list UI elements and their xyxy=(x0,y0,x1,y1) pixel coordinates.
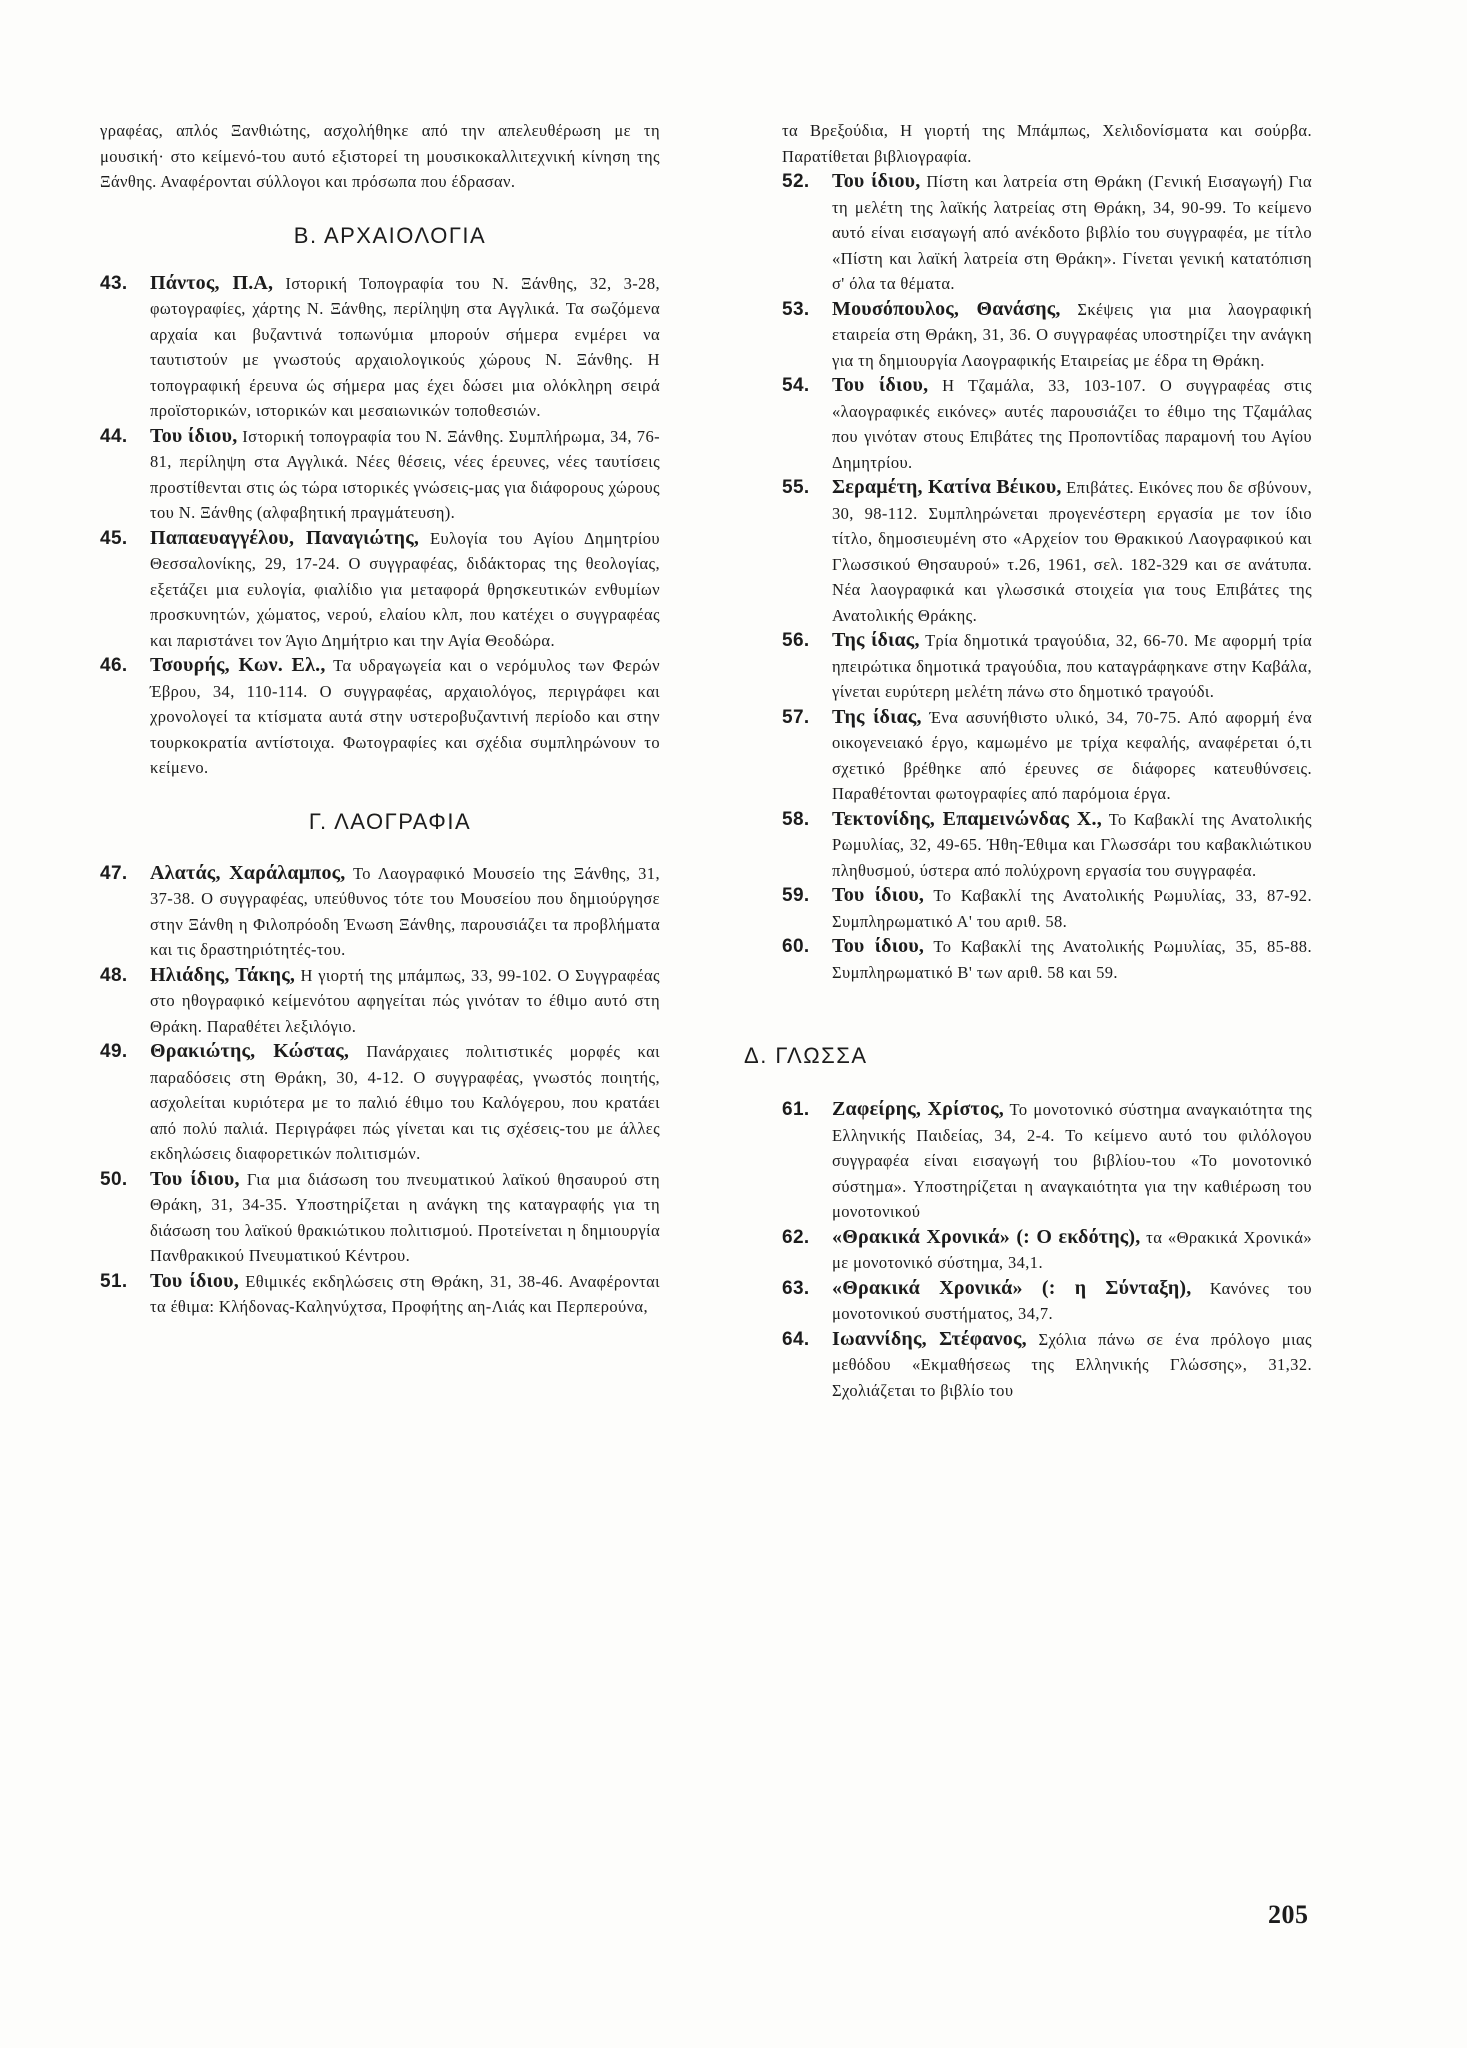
entry-text: Η Τζαμάλα, 33, 103-107. Ο συγγραφέας στις «λαογραφικές εικόνες» αυτές παρουσιάζει το έθιμο της Τζαμάλας που γινόταν στους Επιβάτες της Προποντίδας παραμονή του Αγίου Δημητρίου. xyxy=(832,376,1312,472)
entry xyxy=(100,271,660,424)
entry-text: Πανάρχαιες πολιτιστικές μορφές και παραδόσεις στη Θράκη, 30, 4-12. Ο συγγραφέας, γνωστός ποιητής, ασχολείται κυριότερα με το παλιό έθιμο του Καλόγερου, που κρατάει από πολύ παλιά. Περιγράφει πώς γίνεται και τις σχέσεις-του με άλλες εκδηλώσεις διαφορετικών πολιτισμών. xyxy=(150,1042,660,1163)
entry xyxy=(782,705,1312,807)
entry xyxy=(782,169,1312,297)
entry-number: 62. xyxy=(782,1226,810,1248)
entry-author: Θρακιώτης, Κώστας, xyxy=(150,1040,350,1062)
section-heading-archaeology: Β. ΑΡΧΑΙΟΛΟΓΙΑ xyxy=(293,222,487,248)
entry-author: Του ίδιου, xyxy=(832,935,925,957)
entry-number: 63. xyxy=(782,1277,810,1299)
entry xyxy=(782,373,1312,475)
entry xyxy=(782,297,1312,374)
entry-number: 44. xyxy=(100,425,128,447)
entry-number: 59. xyxy=(782,885,810,906)
entry-number: 58. xyxy=(782,808,810,830)
entry-author: Της ίδιας, xyxy=(832,629,920,651)
entry xyxy=(782,1097,1312,1225)
entry-text: Σκέψεις για μια λαογραφική εταιρεία στη Θράκη, 31, 36. Ο συγγραφέας υποστηρίζει την ανάγκη για τη δημιουργία Λαογραφικής Εταιρείας με έδρα τη Θράκη. xyxy=(832,299,1312,370)
entry-number: 64. xyxy=(782,1328,810,1350)
entry-author: Του ίδιου, xyxy=(832,884,925,906)
entry-text: Κανόνες του μονοτονικού συστήματος, 34,7. xyxy=(832,1278,1312,1323)
entry-number: 56. xyxy=(782,630,810,651)
entry-text: Ιστορική Τοπογραφία του Ν. Ξάνθης, 32, 3-28, φωτογραφίες, χάρτης Ν. Ξάνθης, περίληψη στα Αγγλικά. Τα σωζόμενα αρχαία και βυζαντινά τοπωνύμια μπορούν σήμερα ενμέρει να ταυτιστούν με γνωστούς αρχαιολογικούς χώρους Ν. Ξάνθης. Η τοπογραφική έρευνα ώς σήμερα μας έχει δώσει μια ολόκληρη σειρά προϊστορικών, ιστορικών και μεσαιωνικών τοποθεσιών. xyxy=(150,273,660,420)
entry xyxy=(100,526,660,654)
entry-author: Πάντος, Π.Α, xyxy=(150,271,274,294)
left-column xyxy=(100,118,660,1320)
entry-number: 46. xyxy=(100,655,128,676)
entry-author: Του ίδιου, xyxy=(150,1167,240,1190)
entry-number: 54. xyxy=(782,375,810,396)
entry-text: Ιστορική τοπογραφία του Ν. Ξάνθης. Συμπλήρωμα, 34, 76-81, περίληψη στα Αγγλικά. Νέες θέσεις, νέες έρευνες, νέες ταυτίσεις προστίθενται στις ώς τώρα ιστορικές γνώσεις-μας για διάφορους χώρους του Ν. Ξάνθης (αλφαβητική πραγμάτευση). xyxy=(150,426,660,522)
entry-text: Το Καβακλί της Ανατολικής Ρωμυλίας, 33, 87-92. Συμπληρωματικό Α' του αριθ. 58. xyxy=(832,886,1312,931)
section-heading-folklore: Γ. ΛΑΟΓΡΑΦΙΑ xyxy=(308,808,472,834)
entry-text: Πίστη και λατρεία στη Θράκη (Γενική Εισαγωγή) Για τη μελέτη της λαϊκής λατρείας στη Θράκη, 34, 90-99. Το κείμενο αυτό είναι εισαγωγή από ανέκδοτο βιβλίο του συγγραφέα, με τίτλο «Πίστη και λαϊκή λατρεία στη Θράκη». Γίνεται γενική κατατόπιση σ' όλα τα θέματα. xyxy=(832,172,1312,293)
right-column xyxy=(744,118,1313,1403)
entry-number: 43. xyxy=(100,272,128,294)
continuation-paragraph: τα Βρεξούδια, Η γιορτή της Μπάμπως, Χελιδονίσματα και σούρβα. Παρατίθεται βιβλιογραφία. xyxy=(782,121,1312,166)
entry-list xyxy=(100,861,660,1320)
entry-author: Ιωαννίδης, Στέφανος, xyxy=(832,1327,1027,1350)
entry xyxy=(782,883,1312,934)
section-heading-language: Δ. ΓΛΩΣΣΑ xyxy=(744,1043,868,1068)
entry-list xyxy=(782,1097,1312,1403)
entry-text: Το μονοτονικό σύστημα αναγκαιότητα της Ελληνικής Παιδείας, 34, 2-4. Το κείμενο αυτό του φιλόλογου συγγραφέα είναι εισαγωγή του βιβλίου-του «Το μονοτονικό σύστημα». Υποστηρίζεται η αναγκαιότητα για την καθιέρωση του μονοτονικού xyxy=(832,1100,1312,1221)
entry-number: 49. xyxy=(100,1041,128,1062)
entry-number: 57. xyxy=(782,706,810,728)
entry xyxy=(782,934,1312,985)
entry-number: 53. xyxy=(782,298,810,320)
entry-author: Ζαφείρης, Χρίστος, xyxy=(832,1098,1005,1120)
entry-author: Του ίδιου, xyxy=(832,170,921,192)
entry-text: Η γιορτή της μπάμπως, 33, 99-102. Ο Συγγραφέας στο ηθογραφικό κείμενότου αφηγείται πώς γινόταν το έθιμο αυτό στη Θράκη. Παραθέτει λεξιλόγιο. xyxy=(150,965,660,1036)
entry-text: τα «Θρακικά Χρονικά» με μονοτονικό σύστημα, 34,1. xyxy=(832,1227,1313,1272)
entry-list xyxy=(782,169,1312,985)
entry-author: Μουσόπουλος, Θανάσης, xyxy=(832,297,1061,320)
entry-text: Το Καβακλί της Ανατολικής Ρωμυλίας, 35, 85-88. Συμπληρωματικό Β' των αριθ. 58 και 59. xyxy=(832,937,1312,982)
entry xyxy=(100,1039,660,1167)
entry-text: Ευλογία του Αγίου Δημητρίου Θεσσαλονίκης, 29, 17-24. Ο συγγραφέας, διδάκτορας της θεολογίας, εξετάζει μια ευλογία, φιαλίδιο για μεταφορά θρησκευτικών ενθυμίων προσκυνητών, χώματος, νερού, ελαίου κλπ, που κατέχει ο συγγραφέας και παριστάνει τον Άγιο Δημήτριο και την Αγία Θεοδώρα. xyxy=(150,528,660,650)
entry xyxy=(100,1167,660,1269)
entry-author: Του ίδιου, xyxy=(832,374,929,396)
entry-author: Τσουρής, Κων. Ελ., xyxy=(150,654,326,676)
entry-list xyxy=(100,271,660,781)
entry xyxy=(100,963,660,1040)
entry-author: «Θρακικά Χρονικά» (: η Σύνταξη), xyxy=(832,1276,1192,1299)
entry xyxy=(100,424,660,526)
entry-number: 47. xyxy=(100,862,128,884)
entry-number: 52. xyxy=(782,171,810,192)
entry xyxy=(782,628,1312,705)
entry-author: «Θρακικά Χρονικά» (: Ο εκδότης), xyxy=(832,1225,1141,1248)
entry-text: Τα υδραγωγεία και ο νερόμυλος των Φερών Έβρου, 34, 110-114. Ο συγγραφέας, αρχαιολόγος, περιγράφει και χρονολογεί τα κτίσματα αυτά στην υστεροβυζαντινή περίοδο και στην τουρκοκρατία αντίστοιχα. Φωτογραφίες και σχέδια συμπληρώνουν το κείμενο. xyxy=(150,656,660,777)
entry xyxy=(782,1276,1312,1327)
entry-text: Εθιμικές εκδηλώσεις στη Θράκη, 31, 38-46. Αναφέρονται τα έθιμα: Κλήδονας-Καληνύχτσα, Προφήτης αη-Λιάς και Περπερούνα, xyxy=(150,1271,660,1316)
entry-author: Τεκτονίδης, Επαμεινώνδας Χ., xyxy=(832,807,1102,830)
entry-author: Του ίδιου, xyxy=(150,1269,239,1292)
entry-number: 55. xyxy=(782,477,810,498)
entry-number: 45. xyxy=(100,527,128,549)
entry-author: Ηλιάδης, Τάκης, xyxy=(150,963,296,986)
entry-author: Σεραμέτη, Κατίνα Βέικου, xyxy=(832,476,1062,498)
entry-author: Παπαευαγγέλου, Παναγιώτης, xyxy=(150,526,420,549)
entry-text: Σχόλια πάνω σε ένα πρόλογο μιας μεθόδου «Εκμαθήσεως της Ελληνικής Γλώσσης», 31,32. Σχολιάζεται το βιβλίο του xyxy=(832,1329,1312,1400)
entry-number: 51. xyxy=(100,1270,128,1292)
entry-text: Το Λαογραφικό Μουσείο της Ξάνθης, 31, 37-38. Ο συγγραφέας, υπεύθυνος τότε του Μουσείου που δημιούργησε στην Ξάνθη η Φιλοπρόοδη Ένωση Ξάνθης, παρουσιάζει τα προβλήματα και τις δραστηριότητές-του. xyxy=(150,863,660,959)
entry-number: 48. xyxy=(100,964,128,986)
entry-text: Ένα ασυνήθιστο υλικό, 34, 70-75. Από αφορμή ένα οικογενειακό έργο, καμωμένο με τρίχα κεφαλής, αναφέρεται ό,τι σχετικό βρέθηκε από έρευνες σε διάφορες κατευθύνσεις. Παραθέτονται φωτογραφίες από παρόμοια έργα. xyxy=(832,707,1312,803)
entry-author: Αλατάς, Χαράλαμπος, xyxy=(150,861,346,884)
entry-text: Τρία δημοτικά τραγούδια, 32, 66-70. Με αφορμή τρία ηπειρώτικα δημοτικά τραγούδια, που καταγράφηκανε στην Καβάλα, γίνεται ευρύτερη μελέτη πάνω στο δημοτικό τραγούδι. xyxy=(832,631,1313,701)
page-number: 205 xyxy=(1268,1900,1309,1929)
entry xyxy=(782,807,1312,884)
entry xyxy=(100,861,660,963)
entry xyxy=(782,1327,1312,1404)
entry xyxy=(782,475,1312,628)
entry-number: 60. xyxy=(782,936,810,957)
entry-text: Επιβάτες. Εικόνες που δε σβύνουν, 30, 98-112. Συμπληρώνεται προγενέστερη εργασία με τον ίδιο τίτλο, δημοσιευμένη στο «Αρχείον του Θρακικού Λαογραφικού και Γλωσσικού Θησαυρού» τ.26, 1961, σελ. 182-329 και σε ανάτυπα. Νέα λαογραφικά και γλωσσικά στοιχεία για τους Επιβάτες της Ανατολικής Θράκης. xyxy=(832,478,1312,625)
entry-number: 61. xyxy=(782,1099,810,1120)
entry xyxy=(782,1225,1312,1276)
entry-text: Το Καβακλί της Ανατολικής Ρωμυλίας, 32, 49-65. Ήθη-Έθιμα και Γλωσσάρι του καβακλιώτικου πληθυσμού, ύστερα από πολύχρονη εργασία του συγγραφέα. xyxy=(832,809,1312,880)
entry-text: Για μια διάσωση του πνευματικού λαϊκού θησαυρού στη Θράκη, 31, 34-35. Υποστηρίζεται η ανάγκη της καταγραφής για τη διάσωση του λαϊκού θρακιώτικου πολιτισμού. Προτείνεται η δημιουργία Πανθρακικού Πνευματικού Κέντρου. xyxy=(150,1169,660,1265)
intro-paragraph: γραφέας, απλός Ξανθιώτης, ασχολήθηκε από την απελευθέρωση με τη μουσική· στο κείμενό-του αυτό εξιστορεί τη μουσικοκαλλιτεχνική κίνηση της Ξάνθης. Αναφέρονται σύλλογοι και πρόσωπα που έδρασαν. xyxy=(100,121,660,191)
entry-number: 50. xyxy=(100,1168,128,1190)
entry xyxy=(100,1269,660,1320)
entry-author: Της ίδιας, xyxy=(832,705,922,728)
entry-author: Του ίδιου, xyxy=(150,424,238,447)
entry xyxy=(100,653,660,781)
